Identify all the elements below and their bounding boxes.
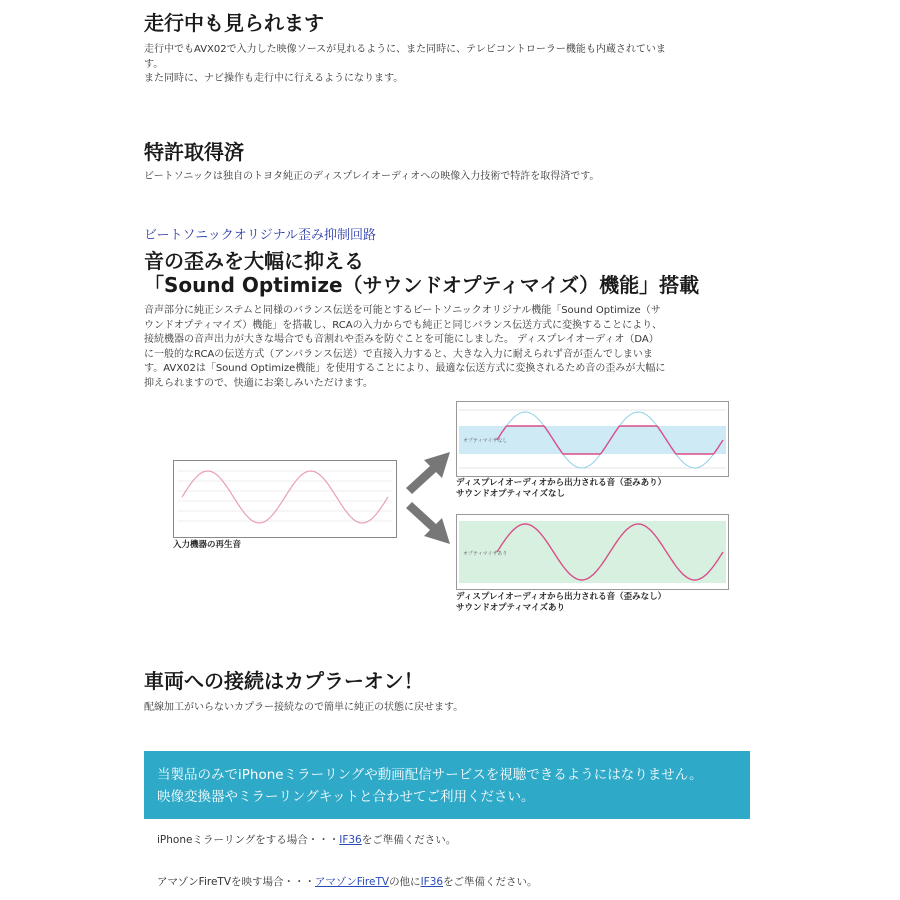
top-caption-line2: サウンドオプティマイズなし <box>456 489 566 499</box>
firetv-prefix: アマゾンFireTVを映す場合・・・ <box>157 876 316 888</box>
notice-box <box>144 751 750 819</box>
section-text-driving <box>144 43 764 87</box>
text-line: 抑えられますので、快適にお楽しみいただけます。 <box>144 377 373 389</box>
input-waveform <box>174 461 396 537</box>
section-text-optimize <box>144 304 764 391</box>
notice-line2: 映像変換器やミラーリングキットと合わせてご利用ください。 <box>157 789 535 805</box>
waveform-clipped <box>457 402 728 476</box>
waveform-clean <box>457 515 728 589</box>
chart-with-optimizer <box>456 514 729 590</box>
chart-label-top: オプティマイザなし <box>463 438 508 444</box>
text-line: 走行中でもAVX02で入力した映像ソースが見れるように、また同時に、テレビコントローラー機能も内蔵されていま <box>144 44 666 55</box>
input-waveform-box <box>173 460 397 538</box>
notice-line1: 当製品のみでiPhoneミラーリングや動画配信サービスを視聴できるようにはなりません。 <box>157 767 703 783</box>
section-text-patent: ビートソニックは独自のトヨタ純正のディスプレイオーディオへの映像入力技術で特許を取得済です。 <box>144 171 600 182</box>
iphone-line <box>157 832 456 847</box>
text-line: す。 <box>144 58 164 70</box>
text-line: ウンドオプティマイズ）機能」を搭載し、RCAの入力からでも純正と同じバランス伝送方式に変換することにより、 <box>144 319 663 331</box>
text-line: 接続機器の音声出力が大きな場合でも音割れや歪みを防ぐことを可能にしました。 ディスプレイオーディオ（DA） <box>144 334 659 345</box>
bottom-caption-line1: ディスプレイオーディオから出力される音（歪みなし） <box>456 592 667 602</box>
section-title-patent: 特許取得済 <box>144 140 244 164</box>
section-title-optimize-2: 「Sound Optimize（サウンドオプティマイズ）機能」搭載 <box>144 273 700 297</box>
iphone-prefix: iPhoneミラーリングをする場合・・・ <box>157 834 340 846</box>
section-title-coupler: 車両への接続はカプラーオン！ <box>144 669 424 693</box>
firetv-mid: の他に <box>389 876 421 888</box>
bottom-caption <box>456 592 666 614</box>
arrow-up-right-icon <box>400 444 456 494</box>
if36-link[interactable]: IF36 <box>339 834 362 846</box>
subheading-distortion: ビートソニックオリジナル歪み抑制回路 <box>144 228 377 243</box>
firetv-line <box>157 874 538 889</box>
text-line: す。AVX02は「Sound Optimize機能」を使用することにより、最適な伝送方式に変換されるため音の歪みが大幅に <box>144 363 666 374</box>
section-title-optimize-1: 音の歪みを大幅に抑える <box>144 249 364 273</box>
if36-link-2[interactable]: IF36 <box>420 876 444 888</box>
input-wave-line <box>182 471 388 523</box>
arrow-down-right-icon <box>400 502 456 552</box>
chart-without-optimizer <box>456 401 729 477</box>
firetv-suffix: をご準備ください。 <box>443 876 538 888</box>
top-caption <box>456 478 666 500</box>
chart-label-bottom: オプティマイザあり <box>463 551 508 557</box>
text-line: 音声部分に純正システムと同様のバランス伝送を可能とするビートソニックオリジナル機能「Sound Optimize（サ <box>144 305 661 316</box>
bottom-caption-line2: サウンドオプティマイズあり <box>456 603 566 613</box>
firetv-link[interactable]: アマゾンFireTV <box>315 876 390 888</box>
text-line: また同時に、ナビ操作も走行中に行えるようになります。 <box>144 73 404 84</box>
top-caption-line1: ディスプレイオーディオから出力される音（歪みあり） <box>456 478 667 488</box>
section-title-driving: 走行中も見られます <box>144 11 324 35</box>
iphone-suffix: をご準備ください。 <box>361 834 457 846</box>
input-caption: 入力機器の再生音 <box>173 540 242 550</box>
section-text-coupler: 配線加工がいらないカプラー接続なので簡単に純正の状態に戻せます。 <box>144 702 464 713</box>
text-line: に一般的なRCAの伝送方式（アンバランス伝送）で直接入力すると、大きな入力に耐えられず音が歪んでしまいま <box>144 348 653 360</box>
